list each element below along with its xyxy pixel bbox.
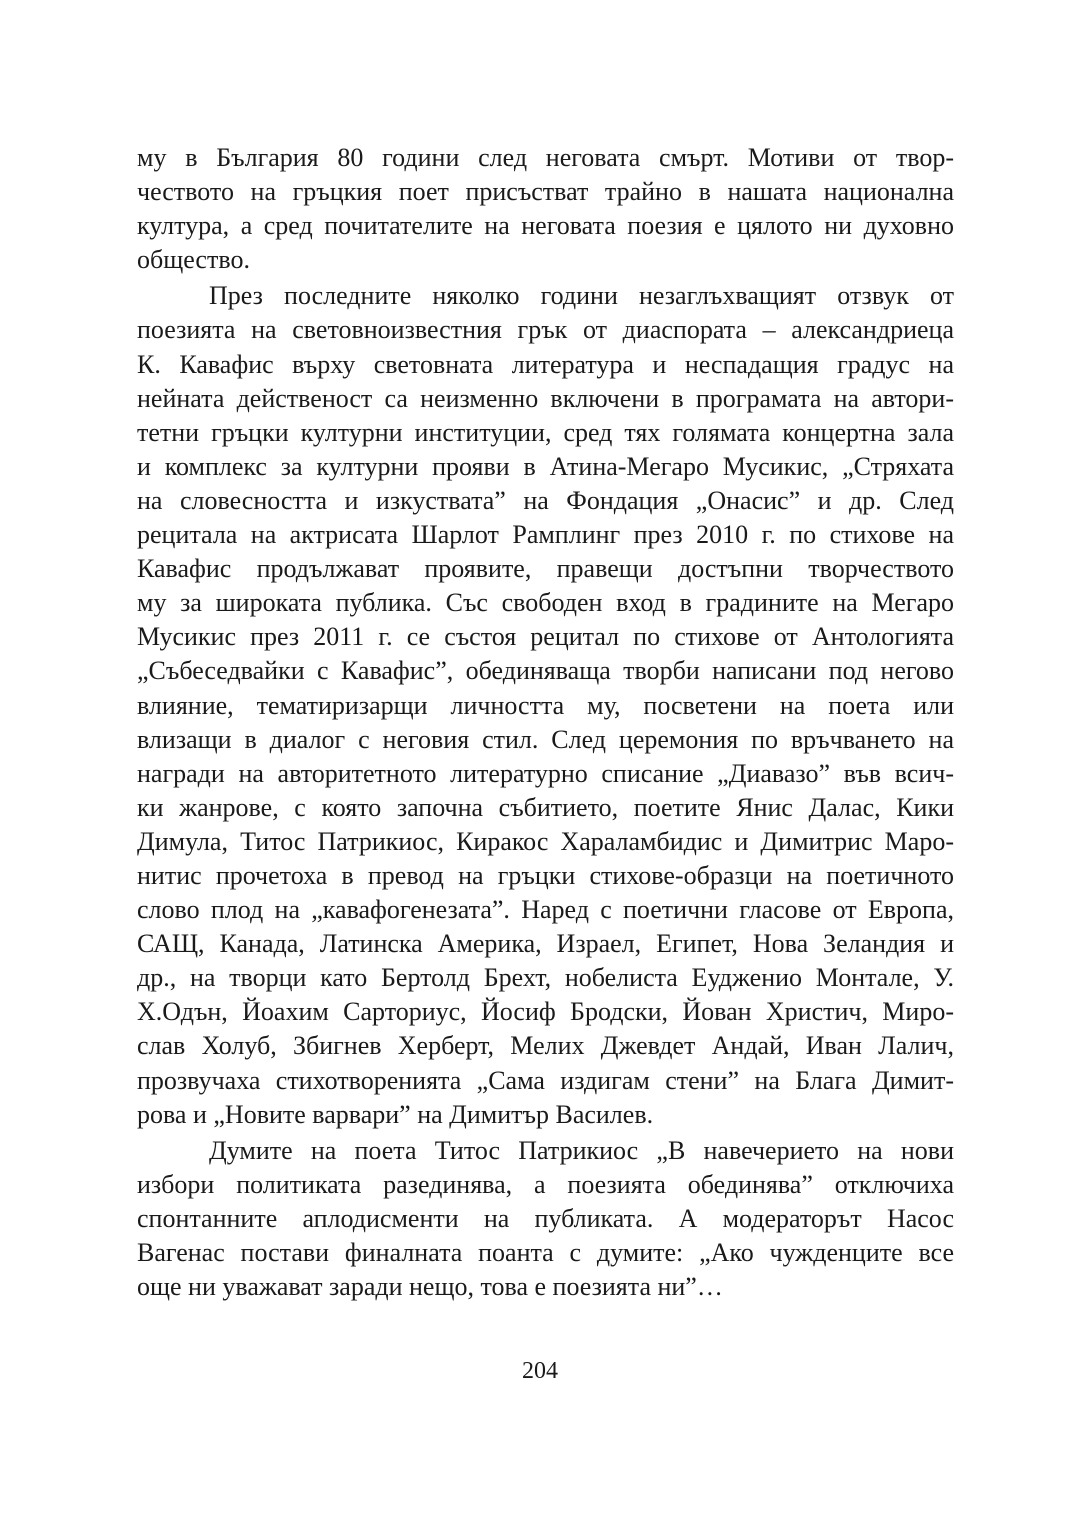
text-line: др., на творци като Бертолд Брехт, нобелиста Еудженио Монтале, У.	[137, 963, 954, 993]
text-line: влияние, тематиризарщи личността му, посветени на поета или	[137, 690, 954, 720]
text-line: избори политиката разединява, а поезията обединява” отключиха	[137, 1169, 954, 1199]
text-line: Думите на поета Титос Патрикиос „В навечерието на нови	[209, 1135, 954, 1165]
text-line: Х.Одън, Йоахим Сарториус, Йосиф Бродски, Йован Христич, Миро-	[137, 997, 954, 1027]
text-line: ки жанрове, с която започна събитието, поетите Янис Далас, Кики	[137, 792, 954, 822]
text-line: общество.	[137, 245, 250, 275]
text-line: култура, а сред почитателите на неговата поезия е цялото ни духовно	[137, 211, 954, 241]
text-line: Вагенас постави финалната поанта с думите: „Ако чужденците все	[137, 1238, 954, 1267]
text-line: влизащи в диалог с неговия стил. След церемония по връчването на	[137, 724, 954, 754]
text-line: му в България 80 години след неговата смърт. Мотиви от твор-	[137, 143, 954, 172]
text-line: още ни уважават заради нещо, това е поезията ни”…	[137, 1272, 723, 1302]
paragraph-3	[137, 1134, 954, 1304]
text-line: „Събеседвайки с Кавафис”, обединяваща творби написани под негово	[137, 656, 954, 686]
text-line: САЩ, Канада, Латинска Америка, Израел, Египет, Нова Зеландия и	[137, 929, 954, 959]
text-line: прозвучаха стихотворенията „Сама издигам стени” на Блага Димит-	[137, 1065, 954, 1095]
page-number: 204	[522, 1358, 558, 1384]
paragraph-1	[137, 141, 954, 277]
text-line: К. Кавафис върху световната литература и неспадащия градус на	[137, 349, 954, 379]
text-line: спонтанните аплодисменти на публиката. А модераторът Насос	[137, 1203, 954, 1233]
text-line: През последните няколко години незаглъхващият отзвук от	[209, 281, 954, 311]
text-line: рова и „Новите варвари” на Димитър Василев.	[137, 1099, 654, 1129]
text-line: нитис прочетоха в превод на гръцки стихове-образци на поетичното	[137, 860, 954, 890]
text-line: рецитала на актрисата Шарлот Рамплинг през 2010 г. по стихове на	[137, 520, 954, 550]
text-line: слав Холуб, Збигнев Херберт, Мелих Джевдет Андай, Иван Лалич,	[137, 1031, 954, 1061]
text-line: на словесността и изкуствата” на Фондация „Онасис” и др. След	[137, 485, 954, 515]
text-line: чеството на гръцкия поет присъстват трайно в нашата национална	[137, 177, 954, 207]
text-line: награди на авторитетното литературно списание „Диавазо” във всич-	[137, 758, 954, 788]
text-line: му за широката публика. Със свободен вход в градините на Мегаро	[137, 588, 954, 618]
text-line: нейната действеност са неизменно включени в програмата на автори-	[137, 383, 954, 413]
body-text	[137, 141, 954, 1304]
text-line: Кавафис продължават проявите, правещи достъпни творчеството	[137, 554, 954, 584]
text-line: Димула, Титос Патрикиос, Киракос Хараламбидис и Димитрис Маро-	[137, 826, 954, 856]
text-line: слово плод на „кавафогенезата”. Наред с поетични гласове от Европа,	[137, 895, 954, 925]
text-line: Мусикис през 2011 г. се състоя рецитал по стихове от Антологията	[137, 622, 954, 652]
text-line: и комплекс за културни прояви в Атина-Мегаро Мусикис, „Стряхата	[137, 451, 954, 481]
paragraph-2	[137, 279, 954, 1131]
text-line: тетни гръцки културни институции, сред тях голямата концертна зала	[137, 417, 954, 447]
text-line: поезията на световноизвестния грък от диаспората – александриеца	[137, 315, 954, 345]
